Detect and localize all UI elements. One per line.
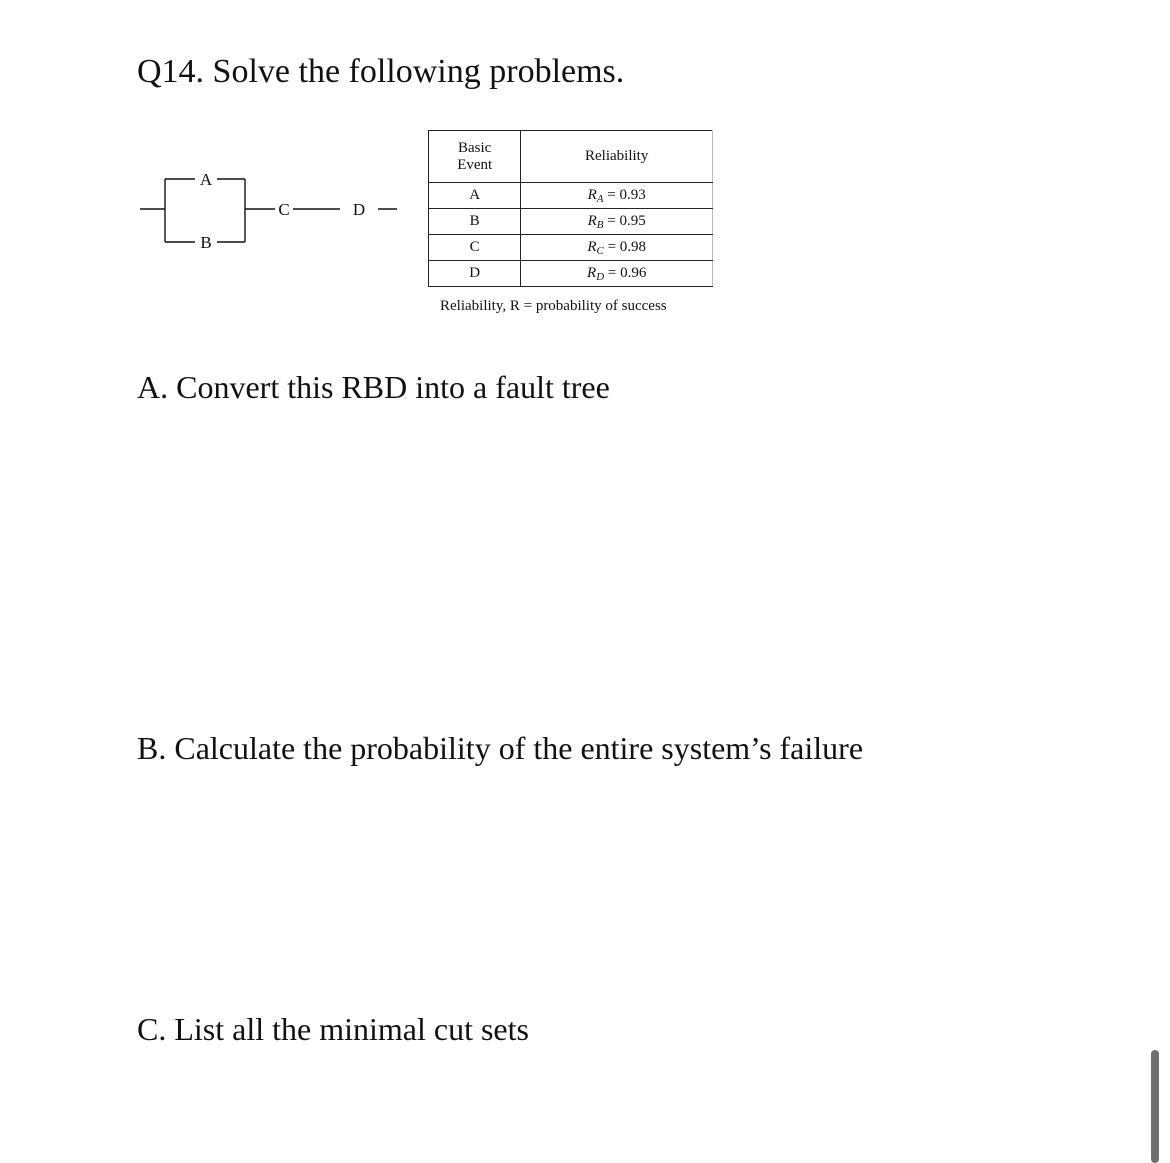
table-row [429,235,713,261]
header-basic-event: Basic Event [429,131,521,183]
header-reliability: Reliability [521,131,713,183]
table-row [429,261,713,287]
event-cell: A [429,183,521,209]
rbd-block-a: A [199,170,213,189]
reliability-cell: $R_A = 0.93$ [521,183,713,209]
reliability-cell: $R_B = 0.95$ [521,209,713,235]
reliability-cell: $R_C = 0.98$ [521,235,713,261]
event-cell: B [429,209,521,235]
reliability-block-diagram [135,165,405,260]
event-cell: C [429,235,521,261]
rbd-block-d: D [352,200,366,219]
table-row [429,209,713,235]
reliability-table [428,130,713,287]
rbd-block-b: B [200,233,212,252]
event-cell: D [429,261,521,287]
vertical-scrollbar[interactable] [1151,1050,1159,1163]
rbd-block-c: C [278,200,290,219]
question-c: C. List all the minimal cut sets [137,1011,529,1047]
problem-title: Q14. Solve the following problems. [137,53,625,90]
table-row [429,183,713,209]
table-header-row [429,131,713,183]
reliability-cell: $R_D = 0.96$ [521,261,713,287]
question-a: A. Convert this RBD into a fault tree [137,369,610,405]
table-caption: Reliability, R = probability of success [440,298,667,314]
question-b: B. Calculate the probability of the entire system’s failure [137,730,864,766]
